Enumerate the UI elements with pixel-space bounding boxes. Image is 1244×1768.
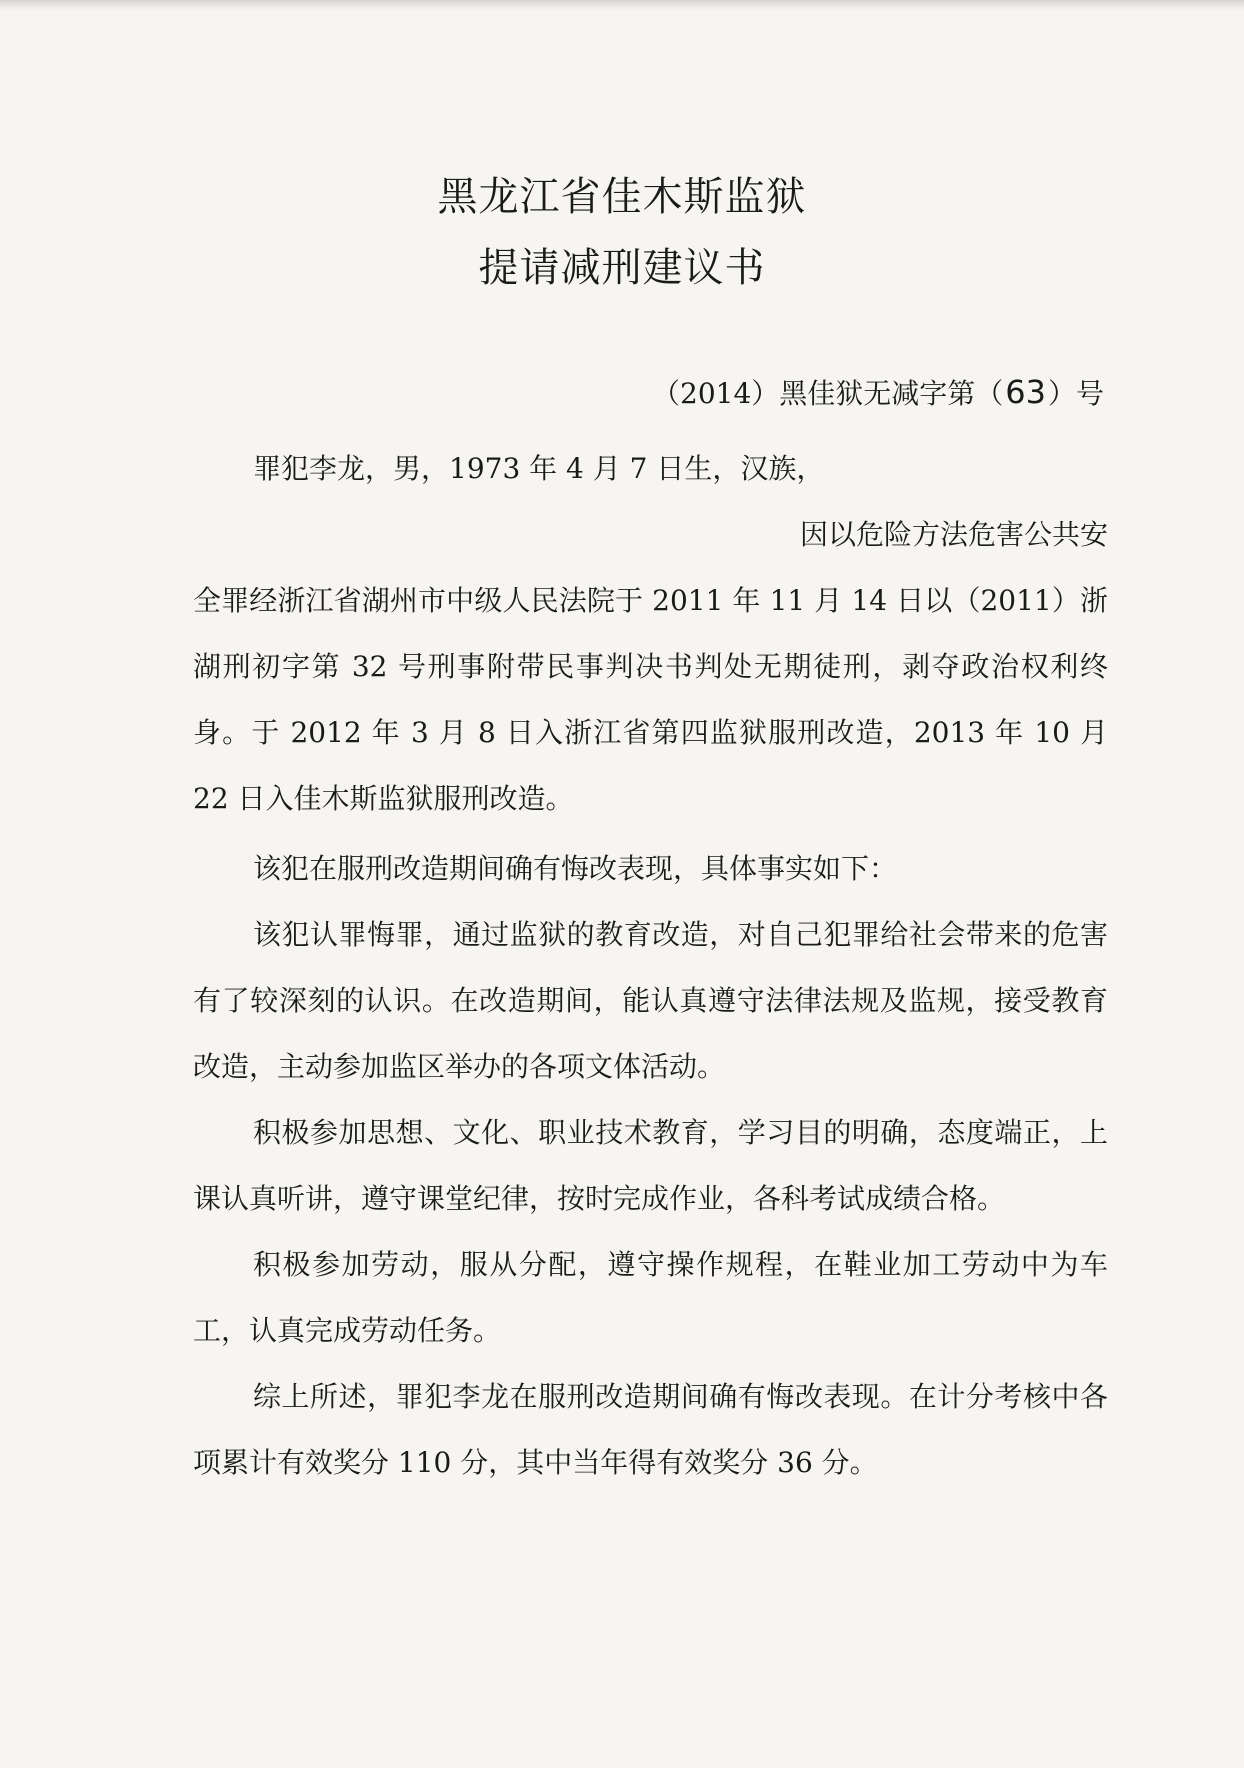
paragraph-crime-start: 因以危险方法危害公共安 — [799, 518, 1108, 551]
document-title-issuer: 黑龙江省佳木斯监狱 — [437, 174, 807, 220]
document-title-type: 提请减刑建议书 — [478, 245, 766, 291]
paragraph-education: 积极参加思想、文化、职业技术教育，学习目的明确，态度端正，上课认真听讲，遵守课堂纪律，按时完成作业，各科考试成绩合格。 — [193, 1116, 1108, 1215]
paragraph-repentance: 该犯认罪悔罪，通过监狱的教育改造，对自己犯罪给社会带来的危害有了较深刻的认识。在改造期间，能认真遵守法律法规及监规，接受教育改造，主动参加监区举办的各项文体活动。 — [193, 918, 1108, 1083]
document-body — [193, 436, 1108, 1496]
document-number — [652, 372, 1104, 412]
paragraph-summary: 综上所述，罪犯李龙在服刑改造期间确有悔改表现。在计分考核中各项累计有效奖分 110 分，其中当年得有效奖分 36 分。 — [193, 1380, 1108, 1479]
paragraph-labor: 积极参加劳动，服从分配，遵守操作规程，在鞋业加工劳动中为车工，认真完成劳动任务。 — [193, 1248, 1108, 1347]
document-number-value: 63 — [1005, 373, 1046, 411]
paragraph-sentence-record: 全罪经浙江省湖州市中级人民法院于 2011 年 11 月 14 日以（2011）浙湖刑初字第 32 号刑事附带民事判决书判处无期徒刑，剥夺政治权利终身。于 2012 年 3 月 8 日入浙江省第四监狱服刑改造，2013 年 10 月 22 日入佳木斯监狱服刑改造。 — [193, 584, 1108, 815]
document-number-prefix: （2014）黑佳狱无减字第（ — [652, 377, 1004, 410]
paragraph-criminal-info: 罪犯李龙，男，1973 年 4 月 7 日生，汉族， — [253, 452, 825, 485]
document-number-suffix: ）号 — [1047, 377, 1104, 410]
paragraph-facts-intro: 该犯在服刑改造期间确有悔改表现，具体事实如下： — [253, 852, 898, 885]
